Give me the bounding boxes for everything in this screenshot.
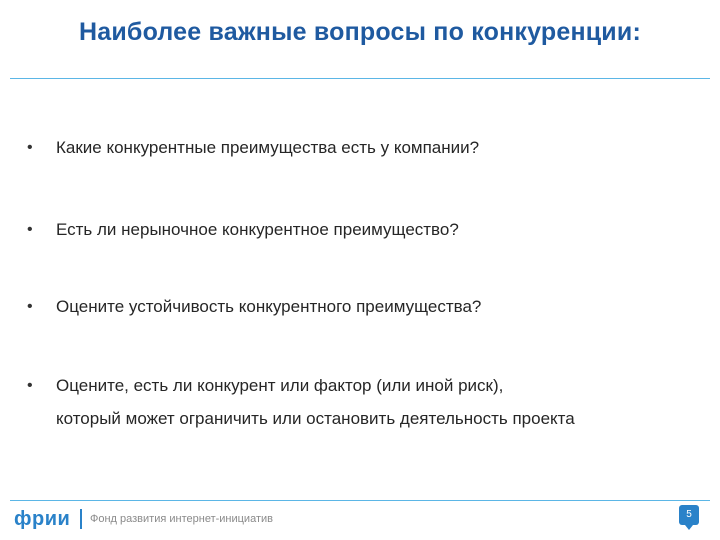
bullet-line: Оцените, есть ли конкурент или фактор (или иной риск), (56, 376, 504, 395)
bullet-text (56, 213, 696, 246)
logo-separator (80, 509, 82, 529)
bullet-marker: • (27, 377, 33, 394)
bullet-text (56, 131, 696, 164)
brand-logo: фрии (14, 508, 71, 530)
page-number: 5 (686, 509, 692, 520)
bullet-marker: • (27, 139, 33, 156)
bullet-marker: • (27, 221, 33, 238)
slide-title: Наиболее важные вопросы по конкуренции: (79, 18, 641, 46)
bullet-line: Есть ли нерыночное конкурентное преимущество? (56, 220, 459, 239)
bullet-line: который может ограничить или остановить деятельность проекта (56, 409, 575, 428)
bullet-text (56, 290, 696, 323)
page-number-badge (679, 505, 699, 525)
bullet-text (56, 369, 696, 435)
title-divider (10, 78, 710, 79)
bullet-marker: • (27, 298, 33, 315)
bullet-line: Оцените устойчивость конкурентного преимущества? (56, 297, 482, 316)
bullet-line: Какие конкурентные преимущества есть у компании? (56, 138, 480, 157)
brand-caption: Фонд развития интернет-инициатив (90, 513, 273, 525)
footer-divider (10, 500, 710, 501)
